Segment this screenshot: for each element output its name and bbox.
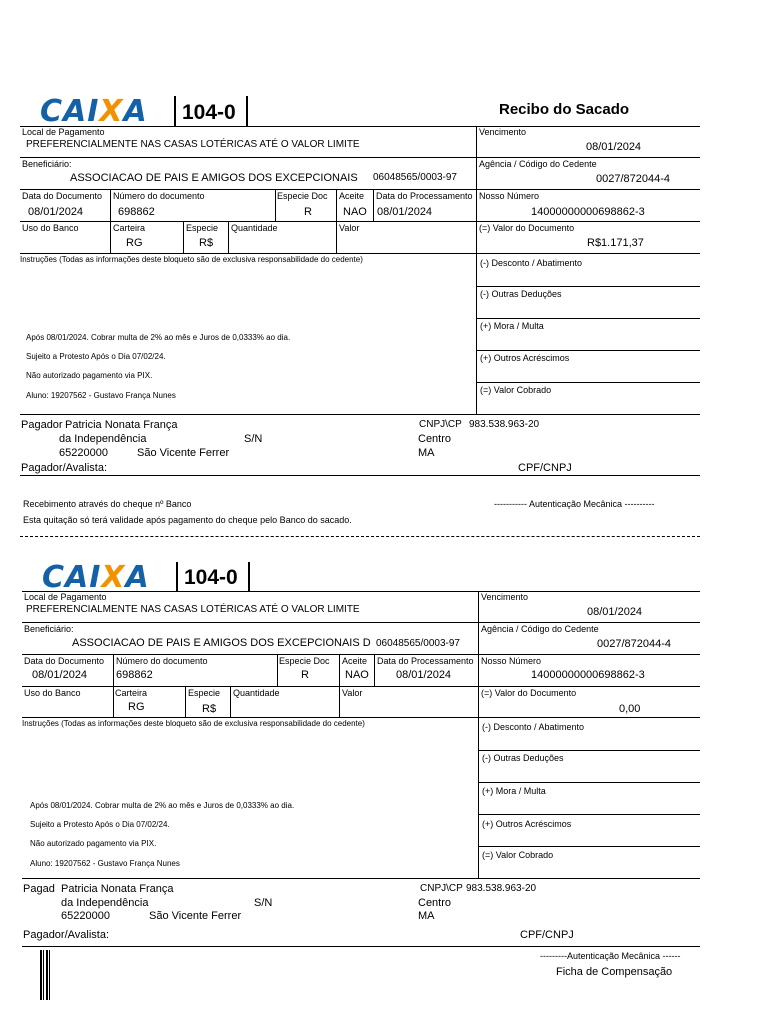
- local-pagamento-value: PREFERENCIALMENTE NAS CASAS LOTÉRICAS ATÉ O VALOR LIMITE: [26, 604, 360, 615]
- divider: [476, 382, 700, 383]
- divider: [22, 946, 700, 947]
- especie-doc-value: R: [301, 669, 309, 681]
- carteira-label: Carteira: [113, 223, 146, 233]
- especie-label: Especie: [186, 223, 219, 233]
- vencimento-value: 08/01/2024: [587, 606, 643, 618]
- divider: [22, 622, 700, 623]
- aceite-value: NAO: [345, 669, 369, 681]
- recebimento-cheque: Recebimento através do cheque nº Banco: [23, 499, 192, 509]
- divider: [174, 96, 176, 126]
- numero-documento-value: 698862: [116, 669, 153, 681]
- cnpj-value: 983.538.963-20: [469, 419, 540, 430]
- agencia-value: 0027/872044-4: [597, 638, 672, 650]
- pagador-cep: 65220000: [61, 910, 110, 922]
- instrucao-line: Não autorizado pagamento via PIX.: [26, 371, 153, 380]
- instrucao-line: Após 08/01/2024. Cobrar multa de 2% ao mês e Juros de 0,0333% ao dia.: [30, 801, 295, 810]
- avalista-label: Pagador/Avalista:: [23, 929, 110, 941]
- pagador-name: Patricia Nonata França: [65, 419, 178, 431]
- valor-documento-label: (=) Valor do Documento: [479, 223, 575, 233]
- pagador-address: da Independência: [61, 897, 149, 909]
- data-processamento-label: Data do Processamento: [376, 191, 473, 201]
- especie-value: R$: [199, 237, 214, 249]
- valor-cobrado-label: (=) Valor Cobrado: [480, 385, 552, 395]
- divider: [20, 189, 700, 190]
- beneficiario-name: ASSOCIACAO DE PAIS E AMIGOS DOS EXCEPCIONAIS: [70, 172, 358, 184]
- numero-documento-label: Número do documento: [113, 191, 205, 201]
- carteira-value: RG: [126, 237, 143, 249]
- divider: [22, 591, 700, 592]
- data-processamento-value: 08/01/2024: [377, 206, 433, 218]
- pagador-cep: 65220000: [59, 447, 108, 459]
- divider: [22, 686, 700, 687]
- pagador-address: da Independência: [59, 433, 147, 445]
- especie-label: Especie: [188, 688, 221, 698]
- data-documento-value: 08/01/2024: [28, 206, 84, 218]
- divider: [113, 654, 114, 717]
- beneficiario-cnpj: 06048565/0003-97: [376, 638, 460, 649]
- outros-acrescimos-label: (+) Outros Acréscimos: [482, 819, 572, 829]
- valor-cobrado-label: (=) Valor Cobrado: [482, 850, 554, 860]
- carteira-value: RG: [128, 701, 145, 713]
- divider: [20, 414, 700, 415]
- nosso-numero-value: 14000000000698862-3: [531, 206, 645, 218]
- pagador-label: Pagador: [21, 419, 63, 431]
- mora-multa-label: (+) Mora / Multa: [482, 786, 546, 796]
- logo-part: A: [125, 560, 150, 595]
- data-processamento-label: Data do Processamento: [377, 656, 474, 666]
- local-pagamento-value: PREFERENCIALMENTE NAS CASAS LOTÉRICAS ATÉ O VALOR LIMITE: [26, 139, 360, 150]
- pagador-uf: MA: [418, 910, 435, 922]
- beneficiario-label: Beneficiário:: [22, 159, 72, 169]
- cpf-cnpj-label: CPF/CNPJ: [520, 929, 574, 941]
- autenticacao-mecanica: ---------Autenticação Mecânica ------: [540, 951, 681, 961]
- vencimento-label: Vencimento: [479, 127, 527, 137]
- ficha-compensacao-title: Ficha de Compensação: [556, 966, 673, 978]
- page-title: Recibo do Sacado: [499, 101, 630, 118]
- divider: [20, 126, 700, 127]
- cnpj-value: 983.538.963-20: [466, 883, 537, 894]
- data-processamento-value: 08/01/2024: [396, 669, 452, 681]
- agencia-label: Agência / Código do Cedente: [481, 624, 599, 634]
- divider: [20, 253, 700, 254]
- instrucao-line: Sujeito a Protesto Após o Dia 07/02/24.: [30, 820, 170, 829]
- aceite-label: Aceite: [342, 656, 368, 666]
- divider: [183, 221, 184, 253]
- especie-doc-value: R: [304, 206, 312, 218]
- especie-doc-label: Especie Doc: [277, 191, 328, 201]
- pagador-uf: MA: [418, 447, 435, 459]
- nosso-numero-label: Nosso Número: [479, 191, 540, 201]
- divider: [336, 189, 337, 253]
- pagador-name: Patricia Nonata França: [61, 883, 174, 895]
- cut-line: [20, 536, 700, 537]
- logo-x: X: [101, 560, 126, 595]
- divider: [476, 318, 700, 319]
- divider: [22, 654, 700, 655]
- cnpj-label: CNPJ\CP: [420, 883, 463, 894]
- agencia-value: 0027/872044-4: [596, 173, 671, 185]
- agencia-label: Agência / Código do Cedente: [479, 159, 597, 169]
- pagador-number: S/N: [244, 433, 263, 445]
- instrucao-line: Aluno: 19207562 - Gustavo França Nunes: [30, 859, 180, 868]
- desconto-label: (-) Desconto / Abatimento: [482, 722, 585, 732]
- quantidade-label: Quantidade: [231, 223, 278, 233]
- divider: [478, 750, 700, 751]
- beneficiario-name: ASSOCIACAO DE PAIS E AMIGOS DOS EXCEPCIONAIS D: [72, 637, 371, 649]
- caixa-logo: [42, 560, 150, 595]
- divider: [248, 562, 250, 591]
- logo-part: A: [123, 94, 148, 129]
- nosso-numero-label: Nosso Número: [481, 656, 542, 666]
- pagador-cidade: São Vicente Ferrer: [149, 910, 242, 922]
- valor-label: Valor: [342, 688, 363, 698]
- valor-label: Valor: [339, 223, 360, 233]
- divider: [476, 126, 477, 414]
- numero-documento-value: 698862: [118, 206, 155, 218]
- numero-documento-label: Número do documento: [116, 656, 208, 666]
- vencimento-value: 08/01/2024: [586, 141, 642, 153]
- beneficiario-cnpj: 06048565/0003-97: [373, 172, 457, 183]
- mora-multa-label: (+) Mora / Multa: [480, 321, 544, 331]
- divider: [22, 717, 700, 718]
- divider: [230, 686, 231, 717]
- outros-acrescimos-label: (+) Outros Acréscimos: [480, 353, 570, 363]
- cpf-cnpj-label: CPF/CNPJ: [518, 462, 572, 474]
- divider: [373, 189, 374, 221]
- carteira-label: Carteira: [115, 688, 148, 698]
- caixa-logo: [40, 94, 148, 129]
- outras-deducoes-label: (-) Outras Deduções: [482, 753, 564, 763]
- quantidade-label: Quantidade: [233, 688, 280, 698]
- divider: [20, 475, 700, 476]
- divider: [339, 654, 340, 717]
- instrucao-line: Após 08/01/2024. Cobrar multa de 2% ao mês e Juros de 0,0333% ao dia.: [26, 333, 291, 342]
- divider: [110, 189, 111, 253]
- divider: [22, 878, 700, 879]
- pagador-bairro: Centro: [418, 433, 452, 445]
- avalista-label: Pagador/Avalista:: [21, 462, 108, 474]
- quitacao-note: Esta quitação só terá validade após pagamento do cheque pelo Banco do sacado.: [23, 515, 352, 525]
- especie-value: R$: [202, 703, 217, 715]
- instrucao-line: Não autorizado pagamento via PIX.: [30, 839, 157, 848]
- divider: [228, 221, 229, 253]
- logo-part: CAI: [42, 560, 102, 595]
- autenticacao-mecanica: ----------- Autenticação Mecânica ----------: [494, 499, 655, 509]
- divider: [476, 286, 700, 287]
- instrucoes-label: Instruções (Todas as informações deste bloqueto são de exclusiva responsabilidade do cedente): [22, 719, 365, 728]
- divider: [176, 562, 178, 591]
- data-documento-label: Data do Documento: [24, 656, 105, 666]
- divider: [374, 654, 375, 686]
- divider: [20, 157, 700, 158]
- vencimento-label: Vencimento: [481, 592, 529, 602]
- logo-part: CAI: [40, 94, 100, 129]
- pagador-bairro: Centro: [418, 897, 452, 909]
- local-pagamento-label: Local de Pagamento: [24, 592, 107, 602]
- divider: [20, 221, 700, 222]
- divider: [478, 814, 700, 815]
- pagador-cidade: São Vicente Ferrer: [137, 447, 230, 459]
- divider: [478, 846, 700, 847]
- pagador-label: Pagad: [23, 883, 55, 895]
- pagador-number: S/N: [254, 897, 273, 909]
- divider: [275, 189, 276, 221]
- especie-doc-label: Especie Doc: [279, 656, 330, 666]
- divider: [478, 782, 700, 783]
- uso-banco-label: Uso do Banco: [24, 688, 81, 698]
- instrucoes-label: Instruções (Todas as informações deste bloqueto são de exclusiva responsabilidade do cedente): [20, 255, 363, 264]
- divider: [277, 654, 278, 686]
- divider: [476, 350, 700, 351]
- bank-code: 104-0: [182, 101, 236, 124]
- divider: [478, 591, 479, 878]
- uso-banco-label: Uso do Banco: [22, 223, 79, 233]
- instrucao-line: Sujeito a Protesto Após o Dia 07/02/24.: [26, 352, 166, 361]
- nosso-numero-value: 14000000000698862-3: [531, 669, 645, 681]
- logo-x: X: [99, 94, 124, 129]
- instrucao-line: Aluno: 19207562 - Gustavo França Nunes: [26, 391, 176, 400]
- bank-code: 104-0: [184, 566, 238, 589]
- aceite-label: Aceite: [339, 191, 365, 201]
- aceite-value: NAO: [343, 206, 367, 218]
- desconto-label: (-) Desconto / Abatimento: [480, 258, 583, 268]
- local-pagamento-label: Local de Pagamento: [22, 127, 105, 137]
- barcode: [40, 950, 52, 1000]
- cnpj-label: CNPJ\CP: [419, 419, 462, 430]
- valor-documento-label: (=) Valor do Documento: [481, 688, 577, 698]
- divider: [246, 96, 248, 126]
- valor-documento-value: 0,00: [619, 703, 641, 715]
- outras-deducoes-label: (-) Outras Deduções: [480, 289, 562, 299]
- data-documento-label: Data do Documento: [22, 191, 103, 201]
- divider: [185, 686, 186, 717]
- data-documento-value: 08/01/2024: [32, 669, 88, 681]
- valor-documento-value: R$1.171,37: [587, 237, 644, 249]
- beneficiario-label: Beneficiário:: [24, 624, 74, 634]
